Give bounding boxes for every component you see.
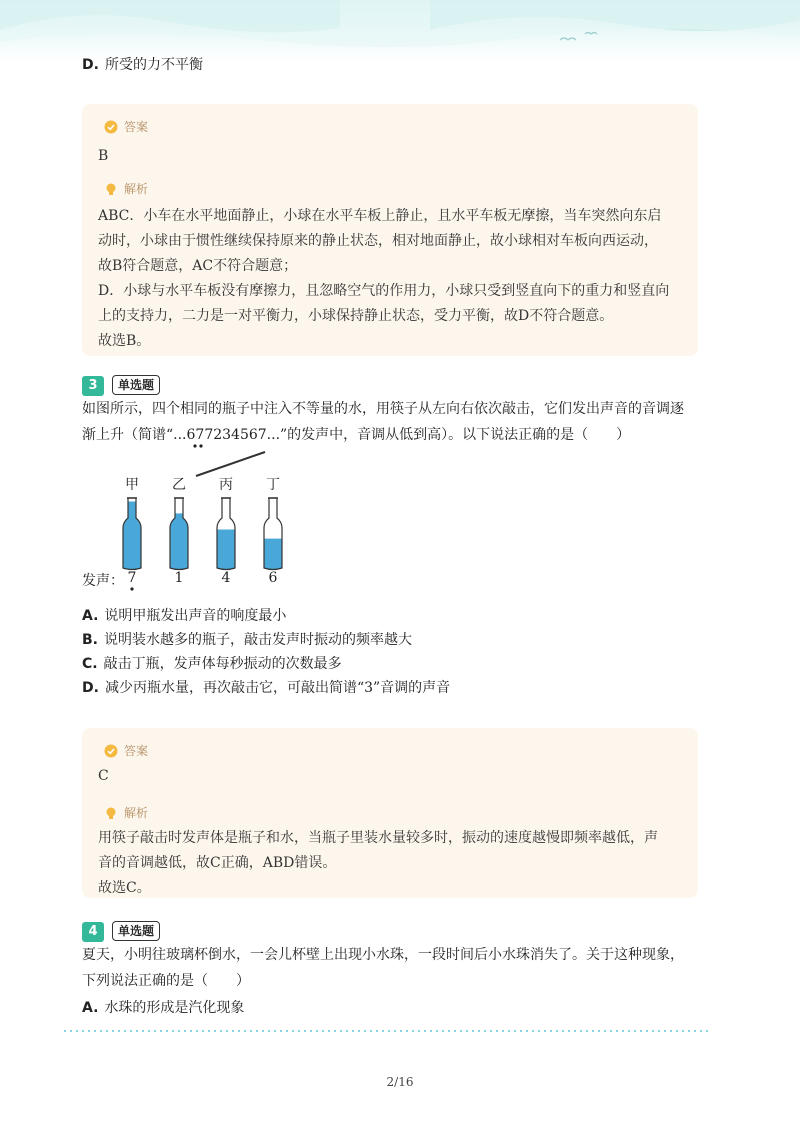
question-type-badge: 单选题: [112, 375, 160, 395]
option-letter: A.: [82, 608, 99, 624]
stem-line: 渐上升（简谱“...677234567...”的发声中，音调从低到高）。以下说法正确的是（ ）: [82, 427, 631, 443]
sound-note: 7: [127, 570, 137, 586]
page-number: 2/16: [386, 1075, 414, 1089]
option-b[interactable]: [82, 630, 412, 650]
sound-note: 1: [174, 570, 184, 586]
stem-line: 下列说法正确的是（ ）: [82, 973, 250, 989]
lightbulb-icon: [104, 182, 118, 196]
check-circle-icon: [104, 744, 118, 758]
option-letter: D.: [82, 680, 99, 696]
option-text: 减少丙瓶水量，再次敲击它，可敲出简谱“3”音调的声音: [104, 680, 451, 696]
footer-divider: [62, 1030, 712, 1032]
option-c[interactable]: [82, 654, 342, 674]
prev-option-d[interactable]: [82, 55, 203, 75]
option-text: 说明装水越多的瓶子，敲击发声时振动的频率越大: [104, 632, 412, 648]
answer-label: 答案: [104, 742, 148, 759]
question-stem: [82, 942, 712, 994]
bottle-water: [122, 502, 142, 573]
sound-note: 4: [221, 570, 231, 586]
bottle-name-jia: 甲: [125, 477, 139, 493]
analysis-line: 故选C。: [98, 880, 151, 896]
analysis-line: 动时，小球由于惯性继续保持原来的静止状态，相对地面静止，故小球相对车板向西运动，: [98, 233, 658, 249]
answer-value: B: [98, 148, 109, 164]
option-letter: B.: [82, 632, 98, 648]
notation-dot: [199, 444, 202, 447]
analysis-line: 故选B。: [98, 333, 151, 349]
analysis-text: [98, 826, 658, 901]
option-text: 所受的力不平衡: [104, 57, 203, 73]
answer-box-1: [82, 104, 698, 356]
analysis-line: 故B符合题意，AC不符合题意；: [98, 258, 298, 274]
bottle-name-yi: 乙: [172, 477, 186, 493]
option-letter: D.: [82, 57, 99, 73]
option-a[interactable]: [82, 606, 286, 626]
option-text: 敲击丁瓶，发声体每秒振动的次数最多: [103, 656, 342, 672]
stem-line: 如图所示，四个相同的瓶子中注入不等量的水，用筷子从左向右依次敲击，它们发出声音的音调逐: [82, 401, 684, 417]
question-number: 4: [82, 922, 104, 942]
analysis-line: 上的支持力，二力是一对平衡力，小球保持静止状态，受力平衡，故D不符合题意。: [98, 308, 614, 324]
option-d[interactable]: [82, 678, 450, 698]
bottle-name-bing: 丙: [219, 477, 233, 493]
option-letter: A.: [82, 1000, 99, 1016]
check-circle-icon: [104, 120, 118, 134]
analysis-line: D．小球与水平车板没有摩擦力，且忽略空气的作用力，小球只受到竖直向下的重力和竖直向: [98, 283, 670, 299]
analysis-text: [98, 204, 669, 354]
option-a[interactable]: [82, 998, 244, 1018]
option-letter: C.: [82, 656, 98, 672]
analysis-label: 解析: [104, 804, 148, 821]
bottle-water: [263, 539, 283, 572]
question-type-badge: 单选题: [112, 921, 160, 941]
header-banner: [0, 0, 800, 62]
answer-value: C: [98, 768, 109, 784]
sound-note: 6: [268, 570, 278, 586]
option-text: 说明甲瓶发出声音的响度最小: [104, 608, 287, 624]
question-number: 3: [82, 376, 104, 396]
analysis-label: 解析: [104, 180, 148, 197]
sound-prefix: 发声：: [82, 573, 124, 589]
analysis-line: 用筷子敲击时发声体是瓶子和水，当瓶子里装水量较多时，振动的速度越慢即频率越低，声: [98, 830, 658, 846]
low-note-dot: [130, 587, 133, 590]
answer-label: 答案: [104, 118, 148, 135]
option-text: 水珠的形成是汽化现象: [104, 1000, 245, 1016]
bottle-name-ding: 丁: [266, 477, 280, 493]
stem-line: 夏天，小明往玻璃杯倒水，一会儿杯壁上出现小水珠，一段时间后小水珠消失了。关于这种现象，: [82, 947, 684, 963]
analysis-line: ABC．小车在水平地面静止，小球在水平车板上静止，且水平车板无摩擦，当车突然向东启: [98, 208, 662, 224]
chopstick: [196, 452, 265, 476]
notation-dot: [193, 444, 196, 447]
analysis-line: 音的音调越低，故C正确，ABD错误。: [98, 855, 337, 871]
lightbulb-icon: [104, 806, 118, 820]
answer-box-2: [82, 728, 698, 898]
bottle-water: [216, 530, 236, 573]
